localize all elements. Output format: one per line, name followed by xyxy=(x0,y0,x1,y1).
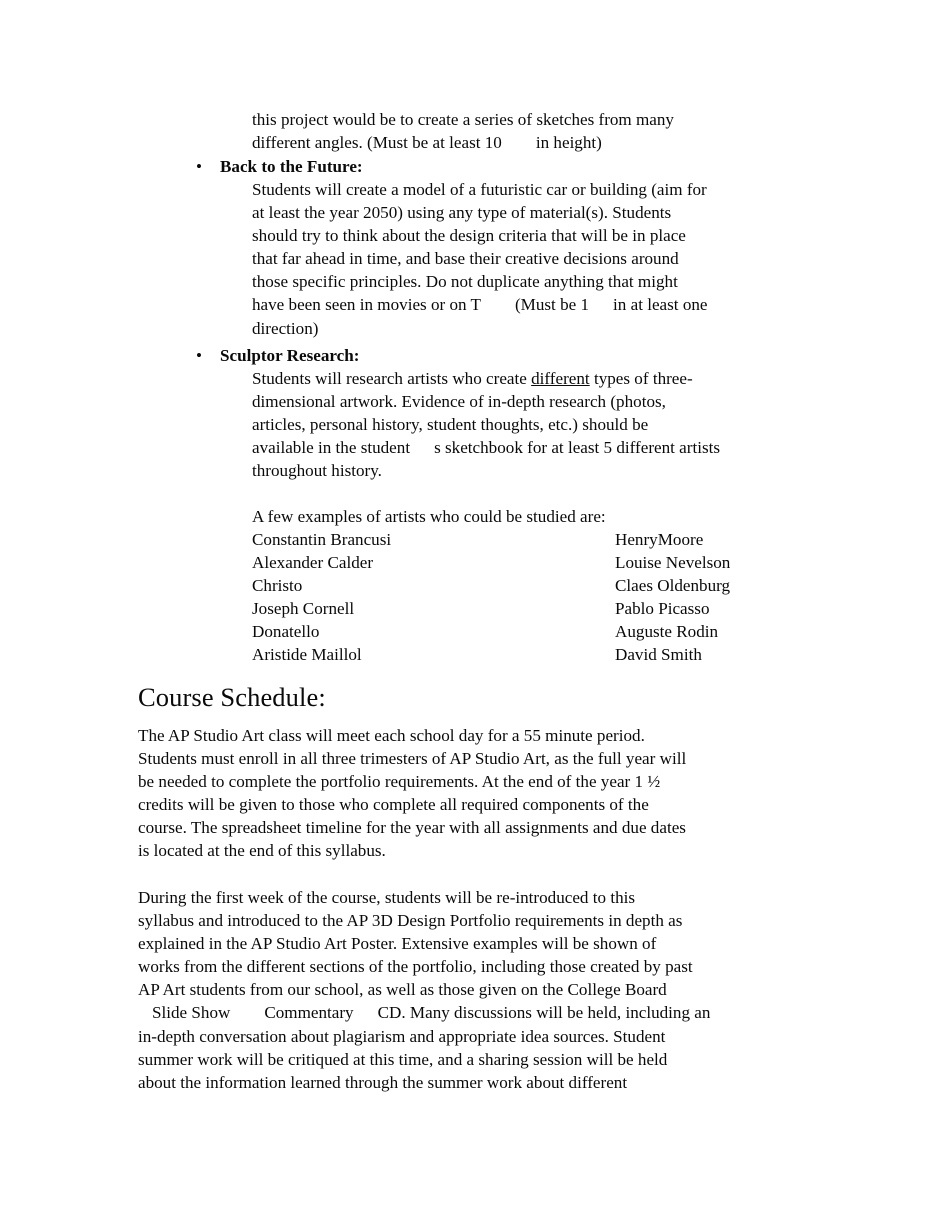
artist-list-column-right xyxy=(615,528,730,667)
continued-line-2-tail: in height) xyxy=(535,133,602,153)
list-item: Aristide Maillol xyxy=(252,645,362,665)
desc-line-1c: types of three- xyxy=(593,369,693,388)
list-item: Auguste Rodin xyxy=(615,622,719,642)
project-description xyxy=(252,178,822,340)
project-label: Sculptor Research: xyxy=(220,346,360,365)
bullet-icon: • xyxy=(196,346,202,365)
artists-intro-text: A few examples of artists who could be studied are: xyxy=(252,507,606,526)
desc-line-5: those specific principles. Do not duplicate anything that might xyxy=(252,272,678,292)
para-line: AP Art students from our school, as well as those given on the College Board xyxy=(138,980,667,1000)
list-item: Pablo Picasso xyxy=(615,599,710,619)
course-schedule-paragraph-2 xyxy=(138,886,820,1094)
desc-line-5: throughout history. xyxy=(252,461,382,481)
desc-line-6c: in at least one xyxy=(613,295,708,315)
para-line: summer work will be critiqued at this time, and a sharing session will be held xyxy=(138,1049,668,1069)
para-line: works from the different sections of the portfolio, including those created by past xyxy=(138,957,693,977)
artist-list-column-left xyxy=(252,528,391,667)
para-line: credits will be given to those who complete all required components of the xyxy=(138,795,649,815)
continued-line-2: different angles. (Must be at least 10 xyxy=(252,133,502,153)
para-line-text: Slide Show xyxy=(152,1003,231,1023)
project-description xyxy=(252,367,822,482)
para-line: explained in the AP Studio Art Poster. Extensive examples will be shown of xyxy=(138,934,657,954)
desc-line-2: dimensional artwork. Evidence of in-depth research (photos, xyxy=(252,392,666,412)
list-item: Donatello xyxy=(252,622,320,642)
emphasis-different: different xyxy=(531,369,590,388)
para-line-text: CD. Many discussions will be held, including an xyxy=(377,1003,711,1023)
continued-line-1: this project would be to create a series of sketches from many xyxy=(252,110,674,129)
desc-line-1: Students will research artists who create xyxy=(252,369,527,388)
desc-line-3: articles, personal history, student thoughts, etc.) should be xyxy=(252,415,649,435)
list-item: Joseph Cornell xyxy=(252,599,355,619)
list-item: Constantin Brancusi xyxy=(252,530,392,549)
bullet-icon: • xyxy=(196,157,202,176)
para-line: is located at the end of this syllabus. xyxy=(138,841,386,861)
para-line: syllabus and introduced to the AP 3D Design Portfolio requirements in depth as xyxy=(138,911,683,931)
desc-line-3: should try to think about the design criteria that will be in place xyxy=(252,226,686,246)
list-item: Christo xyxy=(252,576,303,596)
para-line: be needed to complete the portfolio requirements. At the end of the year 1 ½ xyxy=(138,772,661,792)
project-label: Back to the Future: xyxy=(220,157,363,176)
section-heading-course-schedule: Course Schedule: xyxy=(138,682,326,712)
list-item: Claes Oldenburg xyxy=(615,576,731,596)
list-item: David Smith xyxy=(615,645,702,665)
desc-line-1: Students will create a model of a futuristic car or building (aim for xyxy=(252,180,707,199)
para-line: in-depth conversation about plagiarism and appropriate idea sources. Student xyxy=(138,1026,666,1046)
para-line: course. The spreadsheet timeline for the year with all assignments and due dates xyxy=(138,818,686,838)
desc-line-6: have been seen in movies or on T xyxy=(252,295,481,315)
para-line-text: Commentary xyxy=(264,1003,354,1023)
para-line: about the information learned through the summer work about different xyxy=(138,1072,628,1092)
para-line: Students must enroll in all three trimesters of AP Studio Art, as the full year will xyxy=(138,749,687,769)
desc-line-4: available in the student xyxy=(252,438,411,458)
desc-line-7: direction) xyxy=(252,318,319,338)
desc-line-2: at least the year 2050) using any type of material(s). Students xyxy=(252,203,672,223)
desc-line-6b: (Must be 1 xyxy=(514,295,590,315)
list-item: HenryMoore xyxy=(615,530,704,549)
desc-line-4b: s sketchbook for at least 5 different artists xyxy=(434,438,721,458)
para-line-slide-show xyxy=(138,1003,710,1022)
desc-line-4: that far ahead in time, and base their creative decisions around xyxy=(252,249,679,269)
para-line: During the first week of the course, students will be re-introduced to this xyxy=(138,888,636,907)
para-line: The AP Studio Art class will meet each school day for a 55 minute period. xyxy=(138,726,645,745)
list-item: Louise Nevelson xyxy=(615,553,731,573)
list-item: Alexander Calder xyxy=(252,553,374,573)
continued-item-text xyxy=(252,108,772,154)
course-schedule-paragraph-1 xyxy=(138,724,820,863)
